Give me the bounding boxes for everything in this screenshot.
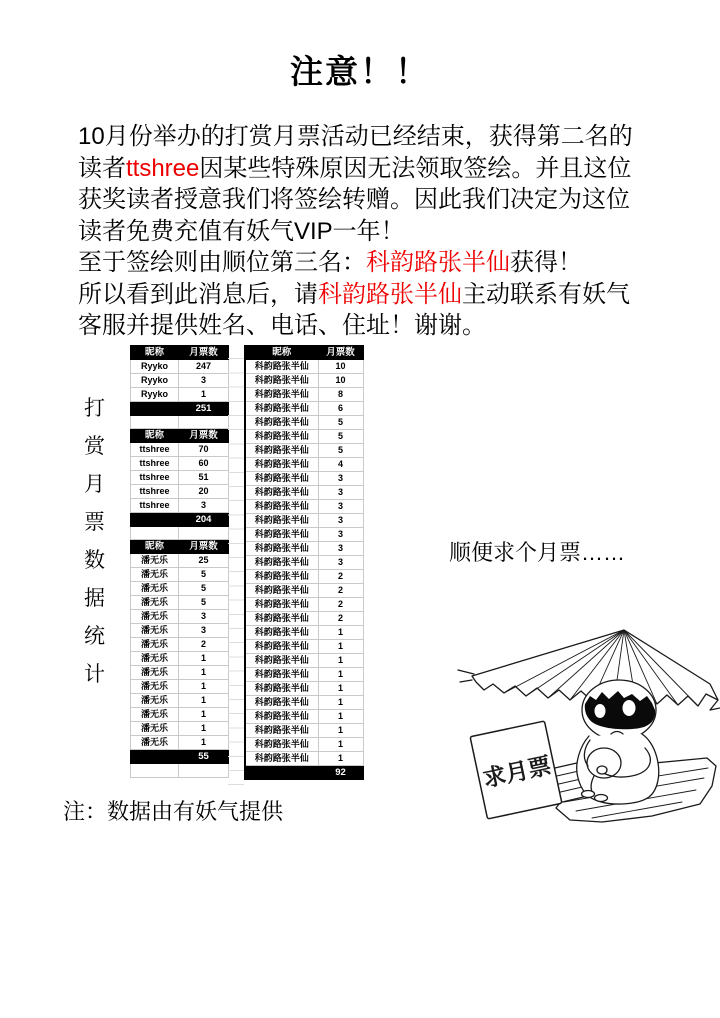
- table-row: [131, 568, 229, 582]
- table-row: [245, 710, 363, 724]
- table-total-row: [131, 402, 229, 416]
- table-cell: 5: [179, 596, 229, 610]
- table-cell: 科韵路张半仙: [245, 640, 318, 654]
- table-cell: 3: [179, 499, 229, 513]
- table-cell: 6: [318, 402, 363, 416]
- table-row: [245, 724, 363, 738]
- table-cell: ttshree: [131, 471, 179, 485]
- body-text: 客服并提供姓名、电话、住址！谢谢。: [78, 312, 486, 339]
- body-text: 因某些特殊原因无法领取签绘。并且这位: [199, 154, 632, 182]
- table-row: [245, 584, 363, 598]
- table-cell: 科韵路张半仙: [245, 570, 318, 584]
- table-cell: 247: [179, 360, 229, 374]
- table-cell: 70: [179, 443, 229, 457]
- side-note: 顺便求个月票……: [449, 540, 626, 565]
- body-text: 获得！: [510, 249, 582, 276]
- table-cell: 科韵路张半仙: [245, 500, 318, 514]
- table-cell: 60: [179, 457, 229, 471]
- table-row: [245, 640, 363, 654]
- table-total-row: [245, 766, 363, 780]
- table-row: [245, 612, 363, 626]
- table-row: [245, 682, 363, 696]
- table-cell: 3: [179, 374, 229, 388]
- table-cell: 月票数: [179, 540, 229, 554]
- right-eye: [623, 700, 636, 716]
- table-row: [245, 654, 363, 668]
- table-cell: 月票数: [318, 346, 363, 360]
- table-cell: 1: [318, 724, 363, 738]
- table-row: [131, 722, 229, 736]
- table-row: [131, 485, 229, 499]
- table-cell: 92: [318, 766, 363, 780]
- body-text: 主动联系有妖气: [462, 280, 630, 308]
- table-row: [131, 388, 229, 402]
- table-cell: 科韵路张半仙: [245, 514, 318, 528]
- table-cell: [179, 527, 229, 540]
- announcement-line: [78, 184, 670, 216]
- table-cell: 潘无乐: [131, 610, 179, 624]
- table-cell: 2: [318, 612, 363, 626]
- table-cell: Ryyko: [131, 374, 179, 388]
- table-cell: 科韵路张半仙: [245, 752, 318, 766]
- table-cell: 1: [318, 752, 363, 766]
- hand: [597, 766, 607, 774]
- table-cell: 科韵路张半仙: [245, 654, 318, 668]
- table-cell: 5: [179, 568, 229, 582]
- table-cell: 科韵路张半仙: [245, 710, 318, 724]
- table-row: [245, 752, 363, 766]
- table-row: [245, 528, 363, 542]
- table-row: [131, 638, 229, 652]
- table-cell: 1: [318, 738, 363, 752]
- vertical-caption-char: 据: [84, 587, 105, 610]
- table-row: [131, 582, 229, 596]
- table-cell: 科韵路张半仙: [245, 738, 318, 752]
- table-cell: 科韵路张半仙: [245, 458, 318, 472]
- table-cell: 科韵路张半仙: [245, 682, 318, 696]
- table-cell: 科韵路张半仙: [245, 472, 318, 486]
- table-row: [245, 696, 363, 710]
- table-row: [245, 388, 363, 402]
- table-cell: 5: [318, 444, 363, 458]
- table-empty-row: [131, 764, 229, 777]
- table-row: [131, 443, 229, 457]
- table-cell: 1: [179, 666, 229, 680]
- table-cell: 潘无乐: [131, 638, 179, 652]
- table-cell: [245, 766, 318, 780]
- table-cell: 5: [179, 582, 229, 596]
- footer-note: 注：数据由有妖气提供: [63, 799, 284, 824]
- table-cell: 5: [318, 430, 363, 444]
- vertical-caption-char: 统: [84, 625, 105, 648]
- table-header-row: [131, 540, 229, 554]
- body-text: 至于签绘则由顺位第三名：: [78, 249, 366, 276]
- table-cell: 1: [318, 626, 363, 640]
- table-cell: [131, 527, 179, 540]
- announcement-line: [78, 121, 670, 153]
- table-cell: 昵称: [131, 429, 179, 443]
- table-cell: 1: [179, 652, 229, 666]
- table-cell: 1: [179, 694, 229, 708]
- highlighted-name: 科韵路张半仙: [318, 280, 462, 308]
- right-table: [244, 345, 364, 780]
- vertical-caption-char: 打: [84, 397, 105, 420]
- table-row: [131, 554, 229, 568]
- announcement-line: [78, 310, 670, 342]
- table-cell: 3: [318, 528, 363, 542]
- sign-text: 求月票: [480, 751, 554, 792]
- table-total-row: [131, 750, 229, 764]
- highlighted-name: 科韵路张半仙: [366, 249, 510, 276]
- vertical-caption-char: 计: [84, 663, 105, 686]
- table-row: [245, 598, 363, 612]
- table-cell: 1: [179, 388, 229, 402]
- table-row: [131, 624, 229, 638]
- table-cell: 1: [318, 640, 363, 654]
- body-text: 所以看到此消息后，请: [78, 280, 318, 308]
- table-cell: 科韵路张半仙: [245, 374, 318, 388]
- table-cell: [131, 416, 179, 429]
- table-cell: 1: [179, 708, 229, 722]
- table-cell: ttshree: [131, 443, 179, 457]
- table-cell: 10: [318, 374, 363, 388]
- table-cell: 潘无乐: [131, 652, 179, 666]
- body-text: 10月份举办的打赏月票活动已经结束，获得第二名的: [78, 123, 633, 150]
- table-cell: 科韵路张半仙: [245, 626, 318, 640]
- table-cell: 科韵路张半仙: [245, 402, 318, 416]
- table-row: [245, 668, 363, 682]
- table-cell: 潘无乐: [131, 554, 179, 568]
- table-cell: 潘无乐: [131, 680, 179, 694]
- table-cell: 1: [179, 722, 229, 736]
- table-cell: 科韵路张半仙: [245, 542, 318, 556]
- table-cell: 昵称: [245, 346, 318, 360]
- page-title: 注意！！: [290, 53, 430, 90]
- table-cell: 科韵路张半仙: [245, 724, 318, 738]
- table-cell: 2: [318, 570, 363, 584]
- table-cell: 科韵路张半仙: [245, 444, 318, 458]
- table-row: [131, 708, 229, 722]
- table-cell: 科韵路张半仙: [245, 360, 318, 374]
- table-cell: 8: [318, 388, 363, 402]
- table-cell: 1: [318, 696, 363, 710]
- table-row: [131, 666, 229, 680]
- left-table: [130, 345, 229, 778]
- announcement-line: [78, 279, 670, 311]
- table-cell: 科韵路张半仙: [245, 696, 318, 710]
- table-cell: 1: [318, 682, 363, 696]
- announcement: [78, 121, 670, 342]
- table-empty-row: [131, 416, 229, 429]
- table-cell: Ryyko: [131, 360, 179, 374]
- table-cell: 科韵路张半仙: [245, 556, 318, 570]
- table-row: [245, 486, 363, 500]
- table-row: [245, 500, 363, 514]
- table-row: [131, 499, 229, 513]
- table-cell: 月票数: [179, 346, 229, 360]
- table-cell: 10: [318, 360, 363, 374]
- announcement-line: [78, 153, 670, 185]
- table-row: [245, 402, 363, 416]
- announcement-line: [78, 247, 670, 279]
- table-cell: 3: [318, 500, 363, 514]
- table-cell: 204: [179, 513, 229, 527]
- table-cell: 1: [179, 680, 229, 694]
- table-cell: 2: [179, 638, 229, 652]
- table-row: [131, 374, 229, 388]
- table-cell: [131, 750, 179, 764]
- table-header-row: [131, 346, 229, 360]
- table-row: [245, 738, 363, 752]
- mascot-illustration: [452, 608, 720, 848]
- table-header-row: [131, 429, 229, 443]
- table-row: [245, 360, 363, 374]
- table-row: [131, 694, 229, 708]
- table-row: [131, 610, 229, 624]
- table-row: [245, 472, 363, 486]
- table-cell: 4: [318, 458, 363, 472]
- table-cell: 潘无乐: [131, 568, 179, 582]
- table-cell: 3: [179, 624, 229, 638]
- table-cell: 潘无乐: [131, 736, 179, 750]
- vertical-caption-char: 赏: [84, 435, 105, 458]
- table-cell: ttshree: [131, 457, 179, 471]
- table-cell: 潘无乐: [131, 596, 179, 610]
- table-row: [245, 430, 363, 444]
- table-cell: 潘无乐: [131, 722, 179, 736]
- table-cell: 3: [318, 514, 363, 528]
- table-empty-row: [131, 527, 229, 540]
- table-cell: 科韵路张半仙: [245, 486, 318, 500]
- table-cell: 20: [179, 485, 229, 499]
- body-text: 读者: [78, 154, 126, 182]
- table-row: [131, 457, 229, 471]
- table-row: [245, 374, 363, 388]
- table-row: [131, 652, 229, 666]
- table-cell: [131, 513, 179, 527]
- table-cell: ttshree: [131, 485, 179, 499]
- table-cell: 3: [318, 486, 363, 500]
- vertical-caption-char: 票: [84, 511, 105, 534]
- foot: [582, 791, 595, 798]
- body-text: 获奖读者授意我们将签绘转赠。因此我们决定为这位: [78, 186, 630, 213]
- table-cell: 1: [318, 668, 363, 682]
- table-cell: 潘无乐: [131, 582, 179, 596]
- table-cell: 潘无乐: [131, 694, 179, 708]
- table-cell: Ryyko: [131, 388, 179, 402]
- table-cell: 25: [179, 554, 229, 568]
- table-cell: 3: [318, 556, 363, 570]
- table-cell: 科韵路张半仙: [245, 430, 318, 444]
- table-cell: 科韵路张半仙: [245, 528, 318, 542]
- table-row: [245, 514, 363, 528]
- table-cell: 昵称: [131, 540, 179, 554]
- table-row: [131, 471, 229, 485]
- highlighted-name: ttshree: [126, 154, 200, 182]
- vertical-caption-char: 数: [84, 549, 105, 572]
- spreadsheet-gridlines: [228, 345, 244, 785]
- body-text: 读者免费充值有妖气VIP一年！: [78, 217, 405, 245]
- table-cell: 昵称: [131, 346, 179, 360]
- table-cell: 3: [318, 472, 363, 486]
- sign-board: [470, 721, 562, 819]
- table-cell: [179, 764, 229, 777]
- table-cell: 1: [318, 654, 363, 668]
- table-cell: 2: [318, 598, 363, 612]
- table-row: [245, 556, 363, 570]
- table-cell: [179, 416, 229, 429]
- table-cell: 科韵路张半仙: [245, 598, 318, 612]
- table-cell: 51: [179, 471, 229, 485]
- announcement-line: [78, 216, 670, 248]
- table-cell: 科韵路张半仙: [245, 416, 318, 430]
- table-cell: ttshree: [131, 499, 179, 513]
- table-cell: 潘无乐: [131, 624, 179, 638]
- table-row: [245, 626, 363, 640]
- table-cell: 2: [318, 584, 363, 598]
- vertical-caption-char: 月: [84, 473, 105, 496]
- table-row: [131, 360, 229, 374]
- table-row: [131, 596, 229, 610]
- table-row: [131, 736, 229, 750]
- table-cell: 5: [318, 416, 363, 430]
- table-row: [245, 444, 363, 458]
- table-cell: 251: [179, 402, 229, 416]
- table-cell: 55: [179, 750, 229, 764]
- table-cell: 科韵路张半仙: [245, 612, 318, 626]
- table-cell: 科韵路张半仙: [245, 584, 318, 598]
- table-row: [245, 458, 363, 472]
- table-total-row: [131, 513, 229, 527]
- table-cell: 科韵路张半仙: [245, 668, 318, 682]
- table-header-row: [245, 346, 363, 360]
- table-cell: 3: [179, 610, 229, 624]
- table-row: [245, 416, 363, 430]
- table-cell: 潘无乐: [131, 666, 179, 680]
- table-cell: 月票数: [179, 429, 229, 443]
- table-cell: 潘无乐: [131, 708, 179, 722]
- table-row: [245, 542, 363, 556]
- table-cell: 1: [318, 710, 363, 724]
- vertical-caption: [84, 398, 105, 685]
- table-cell: 1: [179, 736, 229, 750]
- table-cell: [131, 402, 179, 416]
- left-eye: [595, 704, 606, 718]
- table-cell: 3: [318, 542, 363, 556]
- table-cell: [131, 764, 179, 777]
- table-row: [131, 680, 229, 694]
- table-row: [245, 570, 363, 584]
- table-cell: 科韵路张半仙: [245, 388, 318, 402]
- foot: [595, 795, 608, 802]
- mascot-character: [577, 680, 659, 804]
